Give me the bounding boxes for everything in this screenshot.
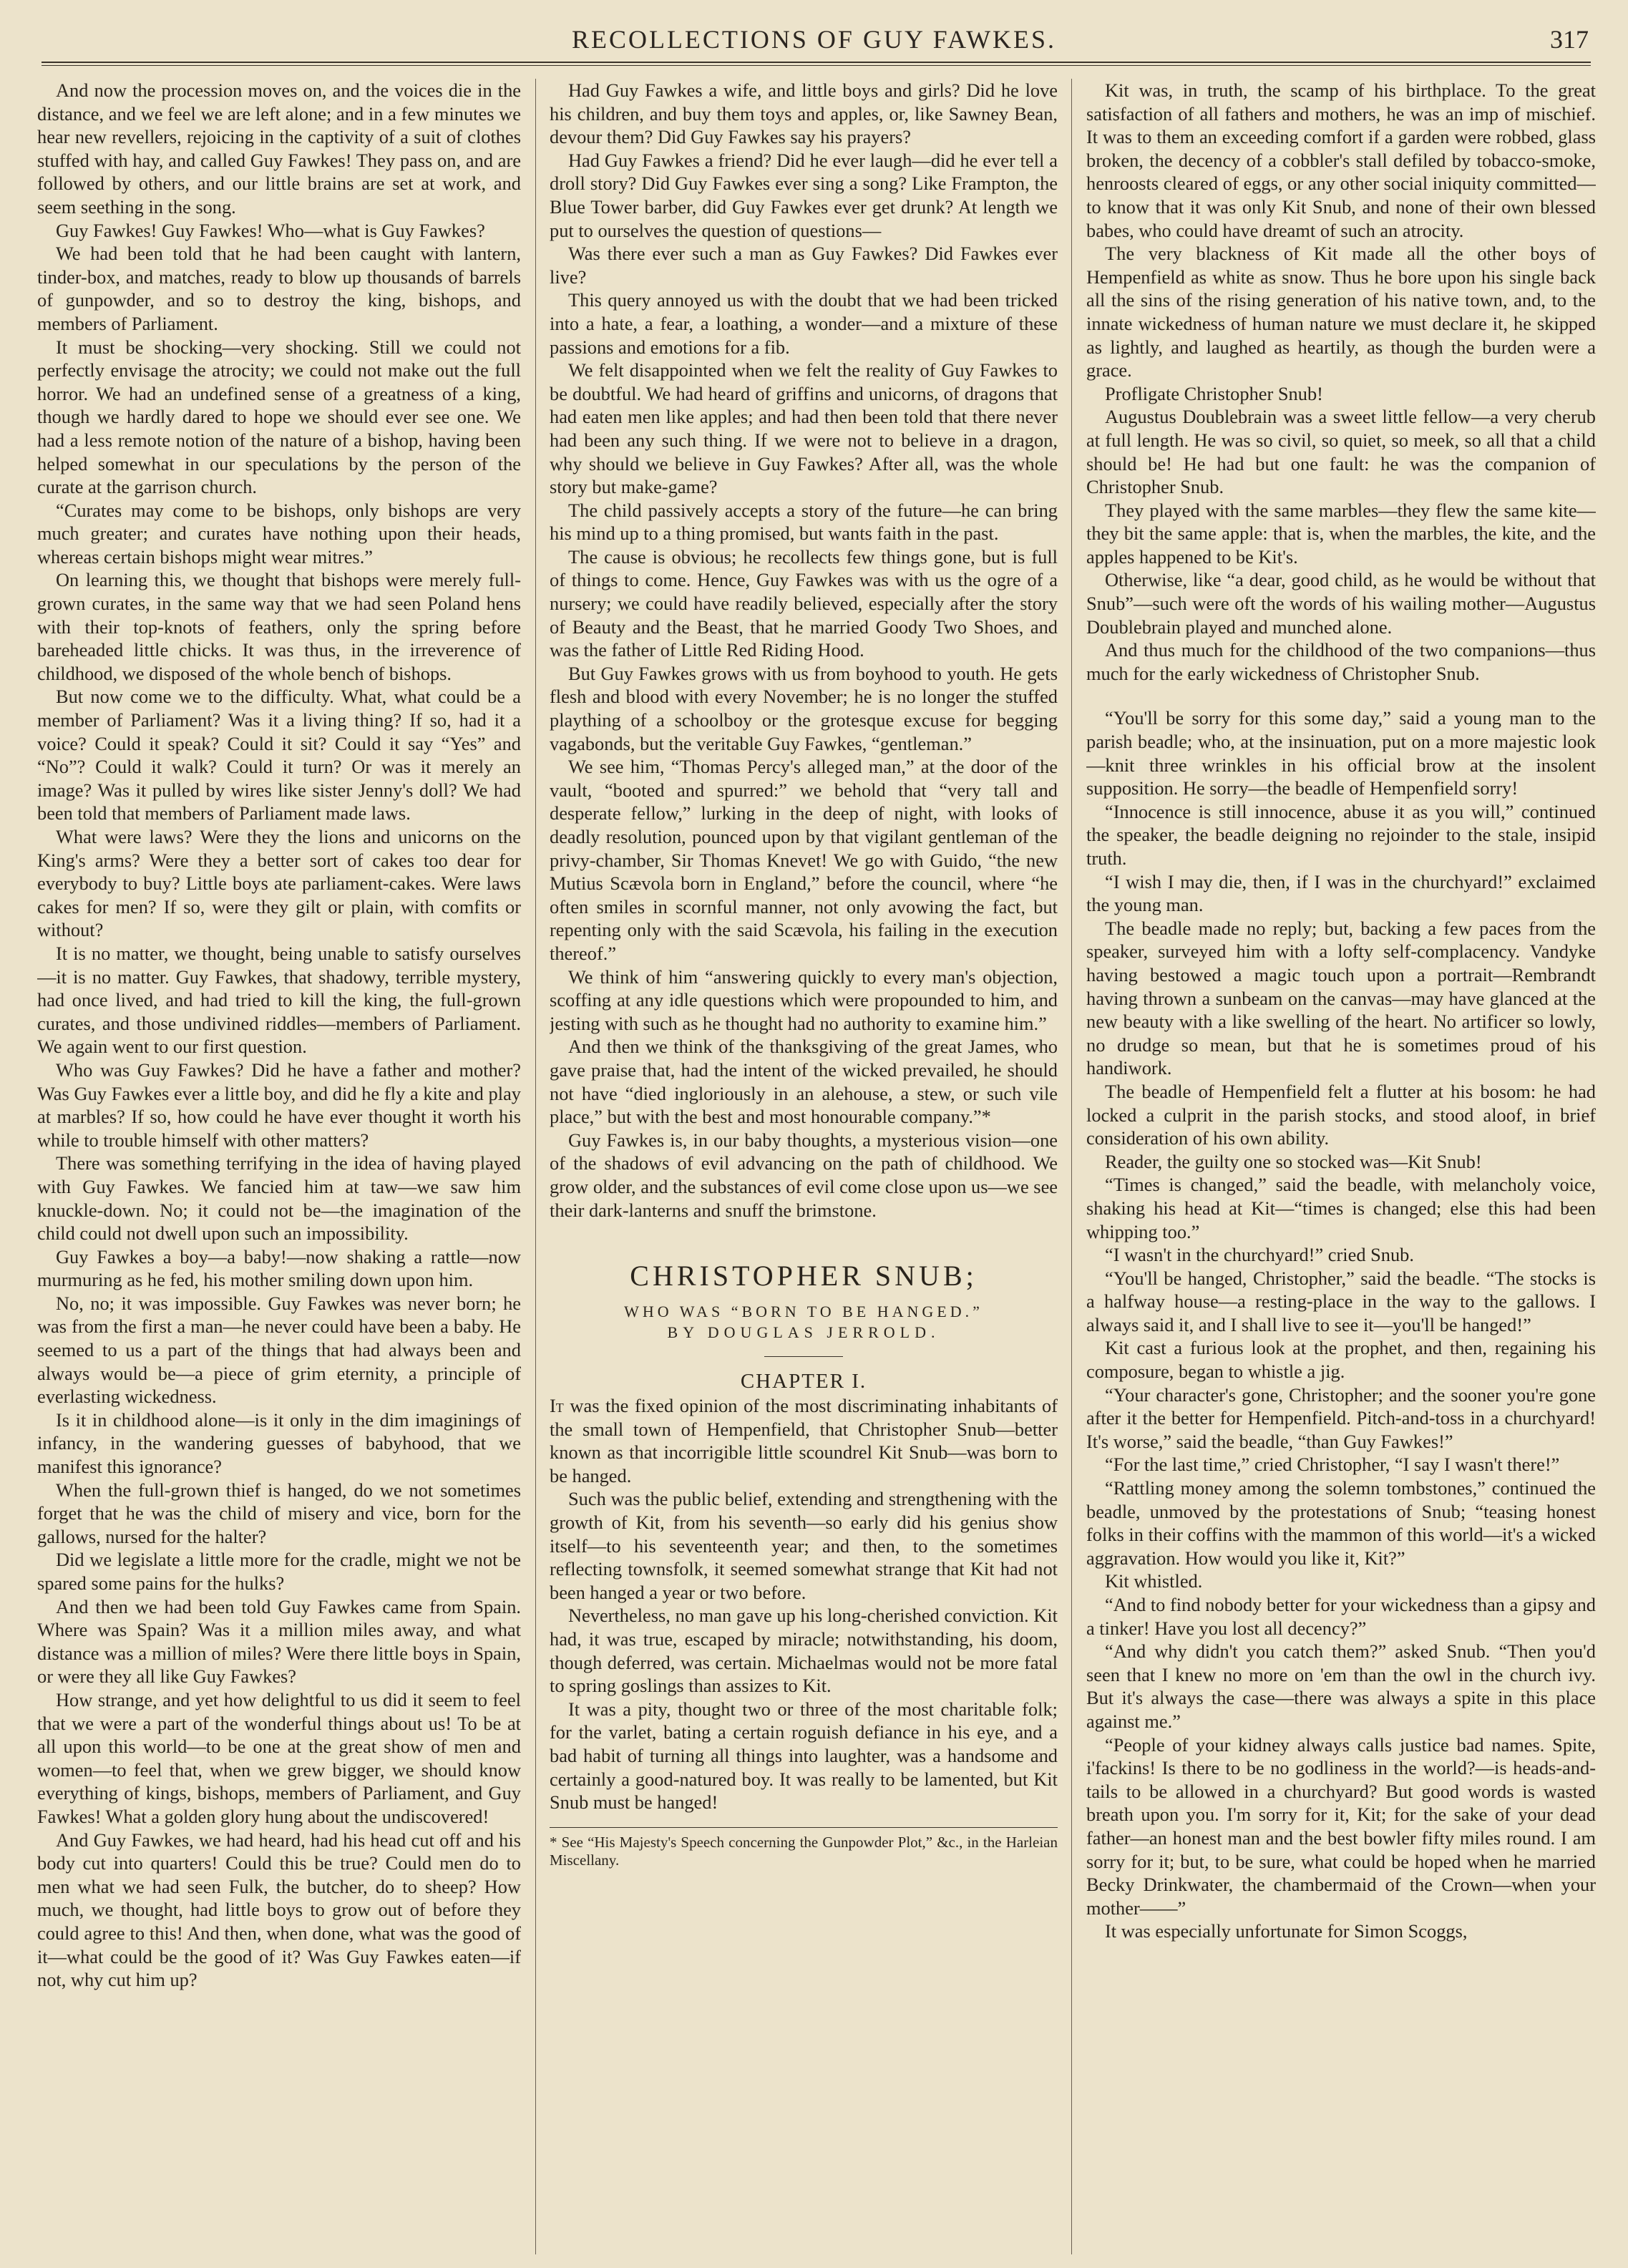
paragraph: And then we had been told Guy Fawkes came from Spain. Where was Spain? Was it a million miles away, and what distance was a million of miles? Were there little boys in Spain, or were they all like Guy Fawkes?: [37, 1595, 521, 1688]
paragraph: “You'll be hanged, Christopher,” said the beadle. “The stocks is a halfway house—a resting-place in the way to the gallows. I always said it, and I shall live to see it—you'll be hanged!”: [1086, 1267, 1596, 1335]
paragraph: “And to find nobody better for your wickedness than a gipsy and a tinker! Have you lost all decency?”: [1086, 1594, 1596, 1639]
paragraph: But now come we to the difficulty. What, what could be a member of Parliament? Was it a living thing? If so, had it a voice? Could it speak? Could it sit? Could it say “Yes” and “No”? Could it walk? Could it turn? Or was it merely an image? Was it pulled by wires like sister Jenny's doll? We had been told that members of Parliament made laws.: [37, 686, 521, 824]
paragraph: “People of your kidney always calls justice bad names. Spite, i'fackins! Is there to be no godliness in the world?—is heads-and-tails to be allowed in a churchyard? But good words is wasted breath upon you. I'm sorry for it, Kit; for the sake of your dead father—an honest man and the best bowler fifty miles round. I am sorry for it; but, to be sure, what could be hoped when he married Becky Drinkwater, the chambermaid of the Crown—when your mother——”: [1086, 1733, 1596, 1919]
story-byline: BY DOUGLAS JERROLD.: [667, 1323, 940, 1342]
paragraph: On learning this, we thought that bishops were merely full-grown curates, in the same way that we had seen Poland hens with their top-knots of feathers, only the spring before bareheaded little chicks. It was thus, in the irreverence of childhood, we disposed of the whole bench of bishops.: [37, 569, 521, 684]
paragraph: This query annoyed us with the doubt that we had been tricked into a hate, a fear, a loathing, a wonder—and a mixture of these passions and emotions for a fib.: [550, 289, 1058, 358]
column-left: [37, 79, 521, 2258]
paragraph: The beadle of Hempenfield felt a flutter at his bosom: he had locked a culprit in the parish stocks, and stood aloof, in brief consideration of his own ability.: [1086, 1080, 1596, 1149]
paragraph: [550, 1698, 1058, 1814]
chapter-heading: CHAPTER I.: [740, 1370, 867, 1393]
paragraph: “Curates may come to be bishops, only bishops are very much greater; and curates have nothing upon their heads, whereas certain bishops might wear mitres.”: [37, 499, 521, 568]
opening-word: It: [550, 1395, 564, 1417]
paragraph: Kit was, in truth, the scamp of his birthplace. To the great satisfaction of all fathers and mothers, he was an imp of mischief. It was to them an exceeding comfort if a garden were robbed, glass broken, the decency of a cobbler's stall defiled by tobacco-smoke, henroosts cleared of eggs, or any other social iniquity committed—to know that it was only Kit Snub, and none of their own blessed babes, who could have dreamt of such an atrocity.: [1086, 79, 1596, 241]
paragraph: We think of him “answering quickly to every man's objection, scoffing at any idle questions which were propounded to him, and jesting with such as he thought had no authority to examine him.”: [550, 965, 1058, 1034]
paragraph: Who was Guy Fawkes? Did he have a father and mother? Was Guy Fawkes ever a little boy, and did he fly a kite and play at marbles? If so, how could he have ever thought it worth his while to trouble himself with other matters?: [37, 1058, 521, 1151]
paragraph: We felt disappointed when we felt the reality of Guy Fawkes to be doubtful. We had heard of griffins and unicorns, of dragons that had eaten men like apples; and had then been told that there never had been any such thing. If we were not to believe in a dragon, why should we believe in Guy Fawkes? After all, was the whole story but make-game?: [550, 359, 1058, 498]
paragraph: Had Guy Fawkes a friend? Did he ever laugh—did he ever tell a droll story? Did Guy Fawkes ever sing a song? Like Frampton, the Blue Tower barber, did Guy Fawkes ever get drunk? At length we put to ourselves the question of questions—: [550, 149, 1058, 241]
paragraph: We had been told that he had been caught with lantern, tinder-box, and matches, ready to blow up thousands of barrels of gunpowder, and so to destroy the king, bishops, and members of Parliament.: [37, 243, 521, 334]
paragraph: [550, 1394, 1058, 1487]
paragraph: How strange, and yet how delightful to us did it seem to feel that we were a part of the wonderful things about us! To be at all upon this world—to be one at the great show of men and women—to feel that, when we grew bigger, we should know everything of kings, bishops, members of Parliament, and Guy Fawkes! What a golden glory hung about the undiscovered!: [37, 1688, 521, 1827]
paragraph: Is it in childhood alone—is it only in the dim imaginings of infancy, in the wandering guesses of babyhood, that we manifest this ignorance?: [37, 1408, 521, 1478]
paragraph: But Guy Fawkes grows with us from boyhood to youth. He gets flesh and blood with every November; he is no longer the stuffed plaything of a schoolboy or the grotesque excuse for begging vagabonds, but the veritable Guy Fawkes, “gentleman.”: [550, 662, 1058, 754]
paragraph: It is no matter, we thought, being unable to satisfy ourselves—it is no matter. Guy Fawkes, that shadowy, terrible mystery, had once lived, and had tried to kill the king, the full-grown curates, and those undivined riddles—members of Parliament. We again went to our first question.: [37, 942, 521, 1058]
paragraph: “Times is changed,” said the beadle, with melancholy voice, shaking his head at Kit—“times is changed; else this had been whipping too.”: [1086, 1174, 1596, 1242]
paragraph: “And why didn't you catch them?” asked Snub. “Then you'd seen that I knew no more on 'em than the owl in the church ivy. But it's always the case—there was always a spite in this place against me.”: [1086, 1640, 1596, 1732]
paragraph: Guy Fawkes a boy—a baby!—now shaking a rattle—now murmuring as he fed, his mother smiling down upon him.: [37, 1245, 521, 1291]
running-title: RECOLLECTIONS OF GUY FAWKES.: [571, 25, 1057, 54]
paragraph: Otherwise, like “a dear, good child, as he would be without that Snub”—such were oft the words of his wailing mother—Augustus Doublebrain played and munched alone.: [1086, 569, 1596, 638]
heading-rule: [764, 1356, 843, 1357]
paragraph: “Your character's gone, Christopher; and the sooner you're gone after it the better for Hempenfield. Pitch-and-toss in a churchyard! It's worse,” said the beadle, “than Guy Fawkes!”: [1086, 1383, 1596, 1452]
paragraph: “I wish I may die, then, if I was in the churchyard!” exclaimed the young man.: [1086, 870, 1596, 916]
story-subtitle: WHO WAS “BORN TO BE HANGED.”: [624, 1303, 983, 1321]
paragraph: It must be shocking—very shocking. Still we could not perfectly envisage the atrocity; we could not make out the full horror. We had an undefined sense of a greatness of a king, though we hardly dared to hope we should ever see one. We had a less remote notion of the nature of a bishop, having been helped somewhat in our speculations by the person of the curate at the garrison church.: [37, 336, 521, 498]
paragraph: The child passively accepts a story of the future—he can bring his mind up to a thing promised, but wants faith in the past.: [550, 499, 1058, 545]
footnote-rule: [550, 1827, 1058, 1828]
paragraph: Was there ever such a man as Guy Fawkes? Did Fawkes ever live?: [550, 243, 1058, 288]
paragraph: What were laws? Were they the lions and unicorns on the King's arms? Were they a better sort of cakes too dear for everybody to buy? Little boys ate parliament-cakes. Were laws cakes for men? If so, were they gilt or plain, with comfits or without?: [37, 826, 521, 941]
header-rule: [42, 62, 1591, 66]
story-heading: [550, 1259, 1058, 1394]
column-divider: [1071, 79, 1072, 2254]
paragraph: No, no; it was impossible. Guy Fawkes was never born; he was from the first a man—he never could have been a baby. He seemed to us a part of the things that had always been and always would be—a piece of grim eternity, a principle of everlasting wickedness.: [37, 1292, 521, 1408]
paragraph: We see him, “Thomas Percy's alleged man,” at the door of the vault, “booted and spurred:” we behold that “very tall and desperate fellow,” lurking in the deep of night, with looks of deadly resolution, pounced upon by that vigilant gentleman of the privy-chamber, Sir Thomas Knevet! We go with Guido, “the new Mutius Scævola born in England,” before the council, where “he often smiles in scornful manner, not only avowing the fact, but repenting only with the said Scævola, his failing in the execution thereof.”: [550, 756, 1058, 964]
paragraph: It was especially unfortunate for Simon Scoggs,: [1105, 1920, 1468, 1942]
guy-fawkes-continuation: [550, 79, 1058, 1222]
paragraph: “You'll be sorry for this some day,” said a young man to the parish beadle; who, at the insinuation, put on a more majestic look—knit three wrinkles in his official brow at the insolent supposition. He sorry—the beadle of Hempenfield sorry!: [1086, 707, 1596, 799]
paragraph: And Guy Fawkes, we had heard, had his head cut off and his body cut into quarters! Could this be true? Could men do to men what we had seen Fulk, the butcher, do to sheep? How much, we thought, had little boys to grow out of before they could agree to this! And then, when done, what was the good of it—what could be the good of it? Was Guy Fawkes eaten—if not, why cut him up?: [37, 1829, 521, 1991]
paragraph: Guy Fawkes is, in our baby thoughts, a mysterious vision—one of the shadows of evil advancing on the path of childhood. We grow older, and the substances of evil come close upon us—we see their dark-lanterns and snuff the brimstone.: [550, 1129, 1058, 1221]
chapter-one-text: [550, 1394, 1058, 1814]
column-divider: [535, 79, 536, 2254]
paragraph: Had Guy Fawkes a wife, and little boys and girls? Did he love his children, and buy them toys and apples, or, like Sawney Bean, devour them? Did Guy Fawkes say his prayers?: [550, 79, 1058, 148]
paragraph: Augustus Doublebrain was a sweet little fellow—a very cherub at full length. He was so civil, so quiet, so meek, so all that a child should be! He had but one fault: he was the companion of Christopher Snub.: [1086, 406, 1596, 498]
paragraph: And thus much for the childhood of the two companions—thus much for the early wickedness of Christopher Snub.: [1086, 639, 1596, 684]
footnote: * See “His Majesty's Speech concerning the Gunpowder Plot,” &c., in the Harleian Miscellany.: [550, 1833, 1058, 1869]
paragraph-text: Nevertheless, no man gave up his long-cherished conviction. Kit had, it was true, escaped by miracle; notwithstanding, his doom, though deferred, was certain. Michaelmas would not be more fatal to spring goslings than assizes to Kit.: [550, 1605, 1058, 1697]
paragraph: And now the procession moves on, and the voices die in the distance, and we feel we are left alone; and in a few minutes we hear new revellers, rejoicing in the captivity of a suit of clothes stuffed with hay, and called Guy Fawkes! They pass on, and are followed by others, and our little brains are set at work, and seem seething in the song.: [37, 79, 521, 218]
paragraph: Profligate Christopher Snub!: [1105, 382, 1323, 404]
paragraph: [550, 1604, 1058, 1697]
paragraph: The very blackness of Kit made all the other boys of Hempenfield as white as snow. Thus he bore upon his single back all the sins of the rising generation of his native town, and, to the innate wickedness of human nature we must declare it, he skipped as lightly, and laughed as heartily, as though the burden were a grace.: [1086, 243, 1596, 381]
column-right: [1086, 79, 1596, 2258]
paragraph-text: was the fixed opinion of the most discriminating inhabitants of the small town of Hempenfield, that Christopher Snub—better known as that incorrigible little scoundrel Kit Snub—was born to be hanged.: [550, 1395, 1058, 1486]
paragraph: The cause is obvious; he recollects few things gone, but is full of things to come. Hence, Guy Fawkes was with us the ogre of a nursery; we could have readily believed, especially after the story of Beauty and the Beast, that he married Goody Two Shoes, and was the father of Little Red Riding Hood.: [550, 545, 1058, 661]
paragraph-text: It was a pity, thought two or three of the most charitable folk; for the varlet, bating a certain roguish defiance in his eye, and a bad habit of turning all things into laughter, was a handsome and certainly a good-natured boy. It was really to be lamented, but Kit Snub must be hanged!: [550, 1698, 1058, 1814]
paragraph: Kit whistled.: [1105, 1570, 1203, 1592]
story-title: CHRISTOPHER SNUB;: [630, 1260, 978, 1293]
paragraph: “Innocence is still innocence, abuse it as you will,” continued the speaker, the beadle deigning no rejoinder to the stale, insipid truth.: [1086, 800, 1596, 869]
paragraph-text: Such was the public belief, extending and strengthening with the growth of Kit, from his seventh—so early did his genius show itself—to his seventeenth year; and then, to the sometimes reflecting townsfolk, it seemed somewhat strange that Kit had not been hanged a year or two before.: [550, 1488, 1058, 1603]
paragraph: The beadle made no reply; but, backing a few paces from the speaker, surveyed him with a lofty self-complacency. Vandyke having bestowed a magic touch upon a portrait—Rembrandt having thrown a sunbeam on the canvas—may have glanced at the new beauty with a like swelling of the heart. No artificer so lowly, no drudge so mean, but that he is sometimes proud of his handiwork.: [1086, 917, 1596, 1079]
paragraph: They played with the same marbles—they flew the same kite—they bit the same apple: that is, when the marbles, the kite, and the apples happened to be Kit's.: [1086, 499, 1596, 568]
paragraph: Guy Fawkes! Guy Fawkes! Who—what is Guy Fawkes?: [56, 219, 485, 241]
paragraph: “For the last time,” cried Christopher, “I say I wasn't there!”: [1105, 1454, 1560, 1476]
paragraph: When the full-grown thief is hanged, do we not sometimes forget that he was the child of misery and vice, born for the gallows, nursed for the halter?: [37, 1479, 521, 1547]
paragraph: “Rattling money among the solemn tombstones,” continued the beadle, unmoved by the protestations of Snub; “teasing honest folks in their coffins with the mammon of this world—it's a wicked aggravation. How would you like it, Kit?”: [1086, 1477, 1596, 1569]
paragraph: “I wasn't in the churchyard!” cried Snub.: [1105, 1244, 1414, 1266]
paragraph: Did we legislate a little more for the cradle, might we not be spared some pains for the hulks?: [37, 1549, 521, 1594]
paragraph: There was something terrifying in the idea of having played with Guy Fawkes. We fancied him at taw—we saw him knuckle-down. No; it could not be—the imagination of the child could not dwell upon such an impossibility.: [37, 1152, 521, 1245]
paragraph: Kit cast a furious look at the prophet, and then, regaining his composure, began to whistle a jig.: [1086, 1337, 1596, 1383]
paragraph: [550, 1487, 1058, 1604]
column-middle: [550, 79, 1058, 2258]
page-number: 317: [1550, 25, 1589, 54]
paragraph: And then we think of the thanksgiving of the great James, who gave praise that, had the intent of the wicked prevailed, he should not have “died ingloriously in an alehouse, a stew, or such vile place,” but with the best and most honourable company.”*: [550, 1036, 1058, 1128]
paragraph: Reader, the guilty one so stocked was—Kit Snub!: [1105, 1150, 1482, 1172]
